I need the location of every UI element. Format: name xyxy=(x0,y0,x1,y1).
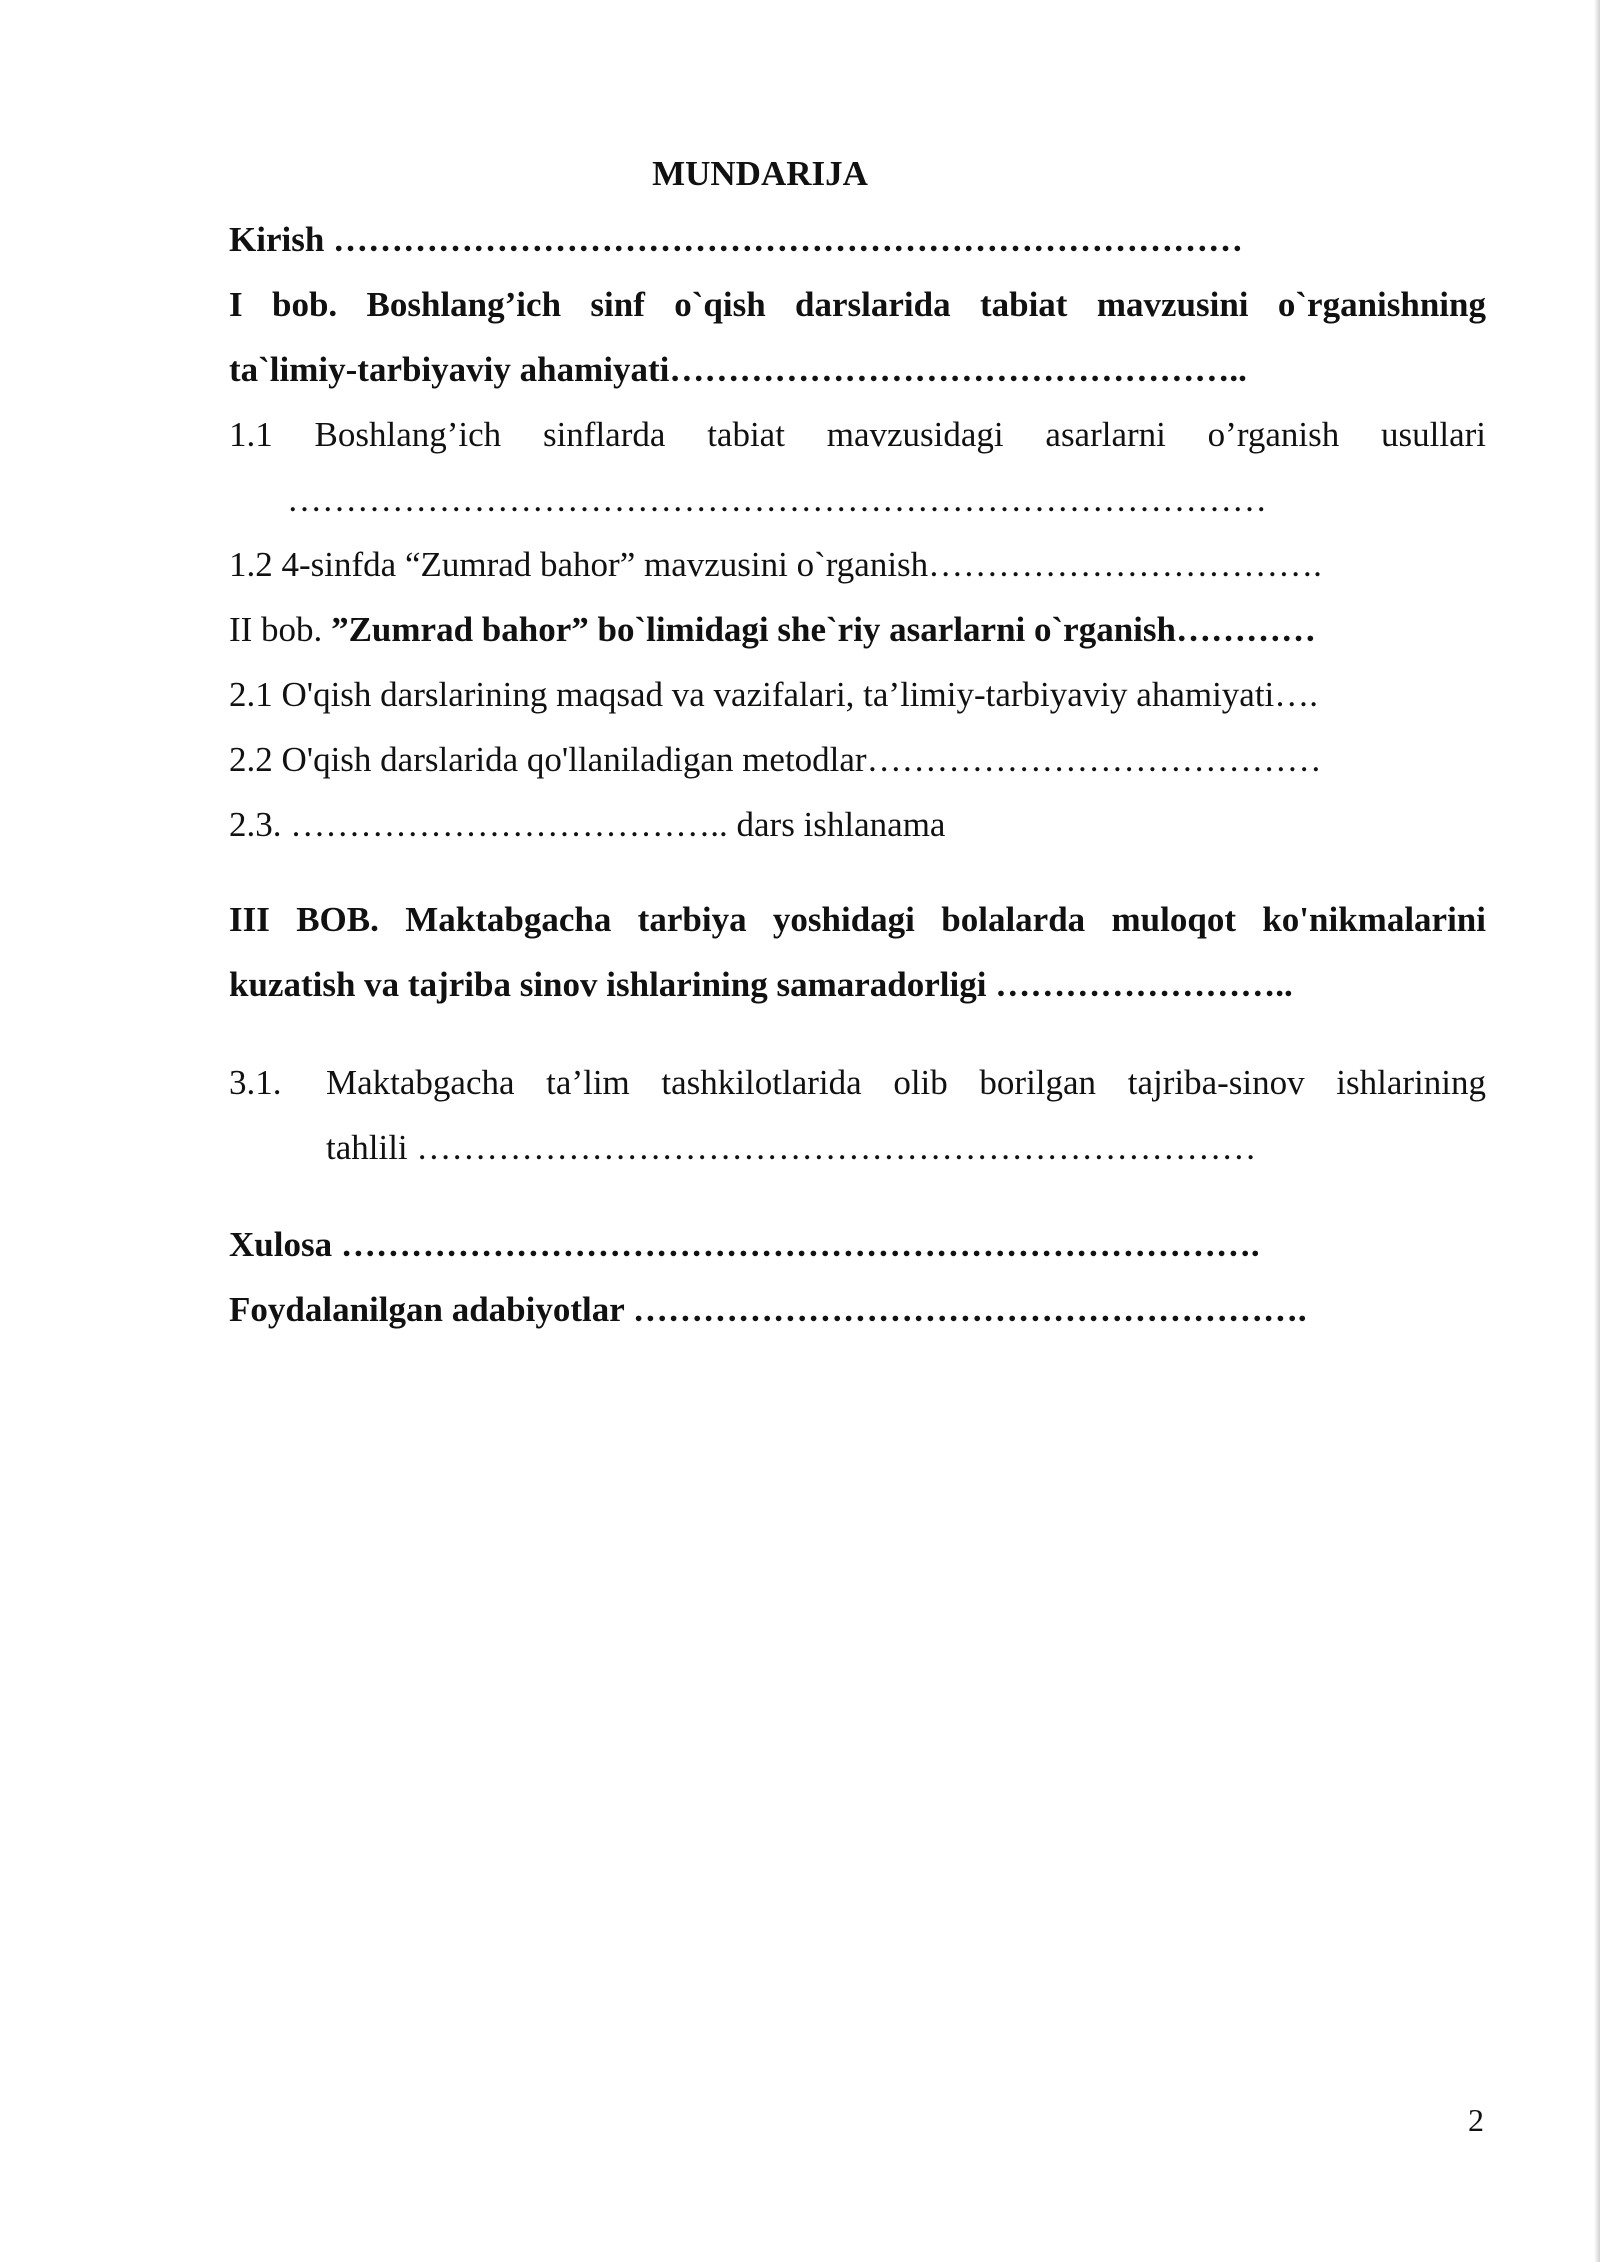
toc-entry-section-3-1-line-1: Maktabgacha ta’lim tashkilotlarida olib borilgan tajriba-sinov ishlarining xyxy=(326,1063,1486,1102)
toc-entry-foydalanilgan-adabiyotlar: Foydalanilgan adabiyotlar …………………………………………………. xyxy=(229,1290,1307,1329)
toc-entry-section-2-1: 2.1 O'qish darslarining maqsad va vazifalari, ta’limiy-tarbiyaviy ahamiyati…. xyxy=(229,675,1319,714)
toc-chapter-2-title: ”Zumrad bahor” bo`limidagi she`riy asarlarni o`rganish………… xyxy=(331,610,1316,649)
toc-entry-section-2-3: 2.3. ……………………………….. dars ishlanama xyxy=(229,805,946,844)
toc-entry-section-3-1-line-2: tahlili ……………………………………………………………… xyxy=(326,1128,1257,1167)
toc-entry-section-2-2: 2.2 O'qish darslarida qo'llaniladigan metodlar………………………………… xyxy=(229,740,1322,779)
toc-entry-section-1-1-line-2: ………………………………………………………………………… xyxy=(287,480,1267,519)
toc-entry-chapter-1-line-2: ta`limiy-tarbiyaviy ahamiyati………………………………………….. xyxy=(229,350,1247,389)
toc-title: MUNDARIJA xyxy=(652,154,868,193)
toc-entry-chapter-1-line-1: I bob. Boshlang’ich sinf o`qish darslarida tabiat mavzusini o`rganishning xyxy=(229,285,1486,324)
toc-chapter-2-prefix: II bob. xyxy=(229,610,332,649)
toc-entry-xulosa: Xulosa ……………………………………………………………………. xyxy=(229,1225,1260,1264)
toc-entry-chapter-3-line-1: III BOB. Maktabgacha tarbiya yoshidagi bolalarda muloqot ko'nikmalarini xyxy=(229,900,1486,939)
page-edge-shadow xyxy=(1594,0,1600,2262)
toc-section-3-1-number: 3.1. xyxy=(229,1063,282,1102)
toc-entry-chapter-3-line-2: kuzatish va tajriba sinov ishlarining samaradorligi …………………….. xyxy=(229,965,1293,1004)
page-number: 2 xyxy=(1468,2102,1484,2138)
toc-entry-section-1-1-line-1: 1.1 Boshlang’ich sinflarda tabiat mavzusidagi asarlarni o’rganish usullari xyxy=(229,415,1486,454)
toc-entry-kirish: Kirish …………………………………………………………………… xyxy=(229,220,1244,259)
toc-entry-section-1-2: 1.2 4-sinfda “Zumrad bahor” mavzusini o`rganish……………………………. xyxy=(229,545,1322,584)
toc-entry-chapter-2 xyxy=(229,608,1316,652)
